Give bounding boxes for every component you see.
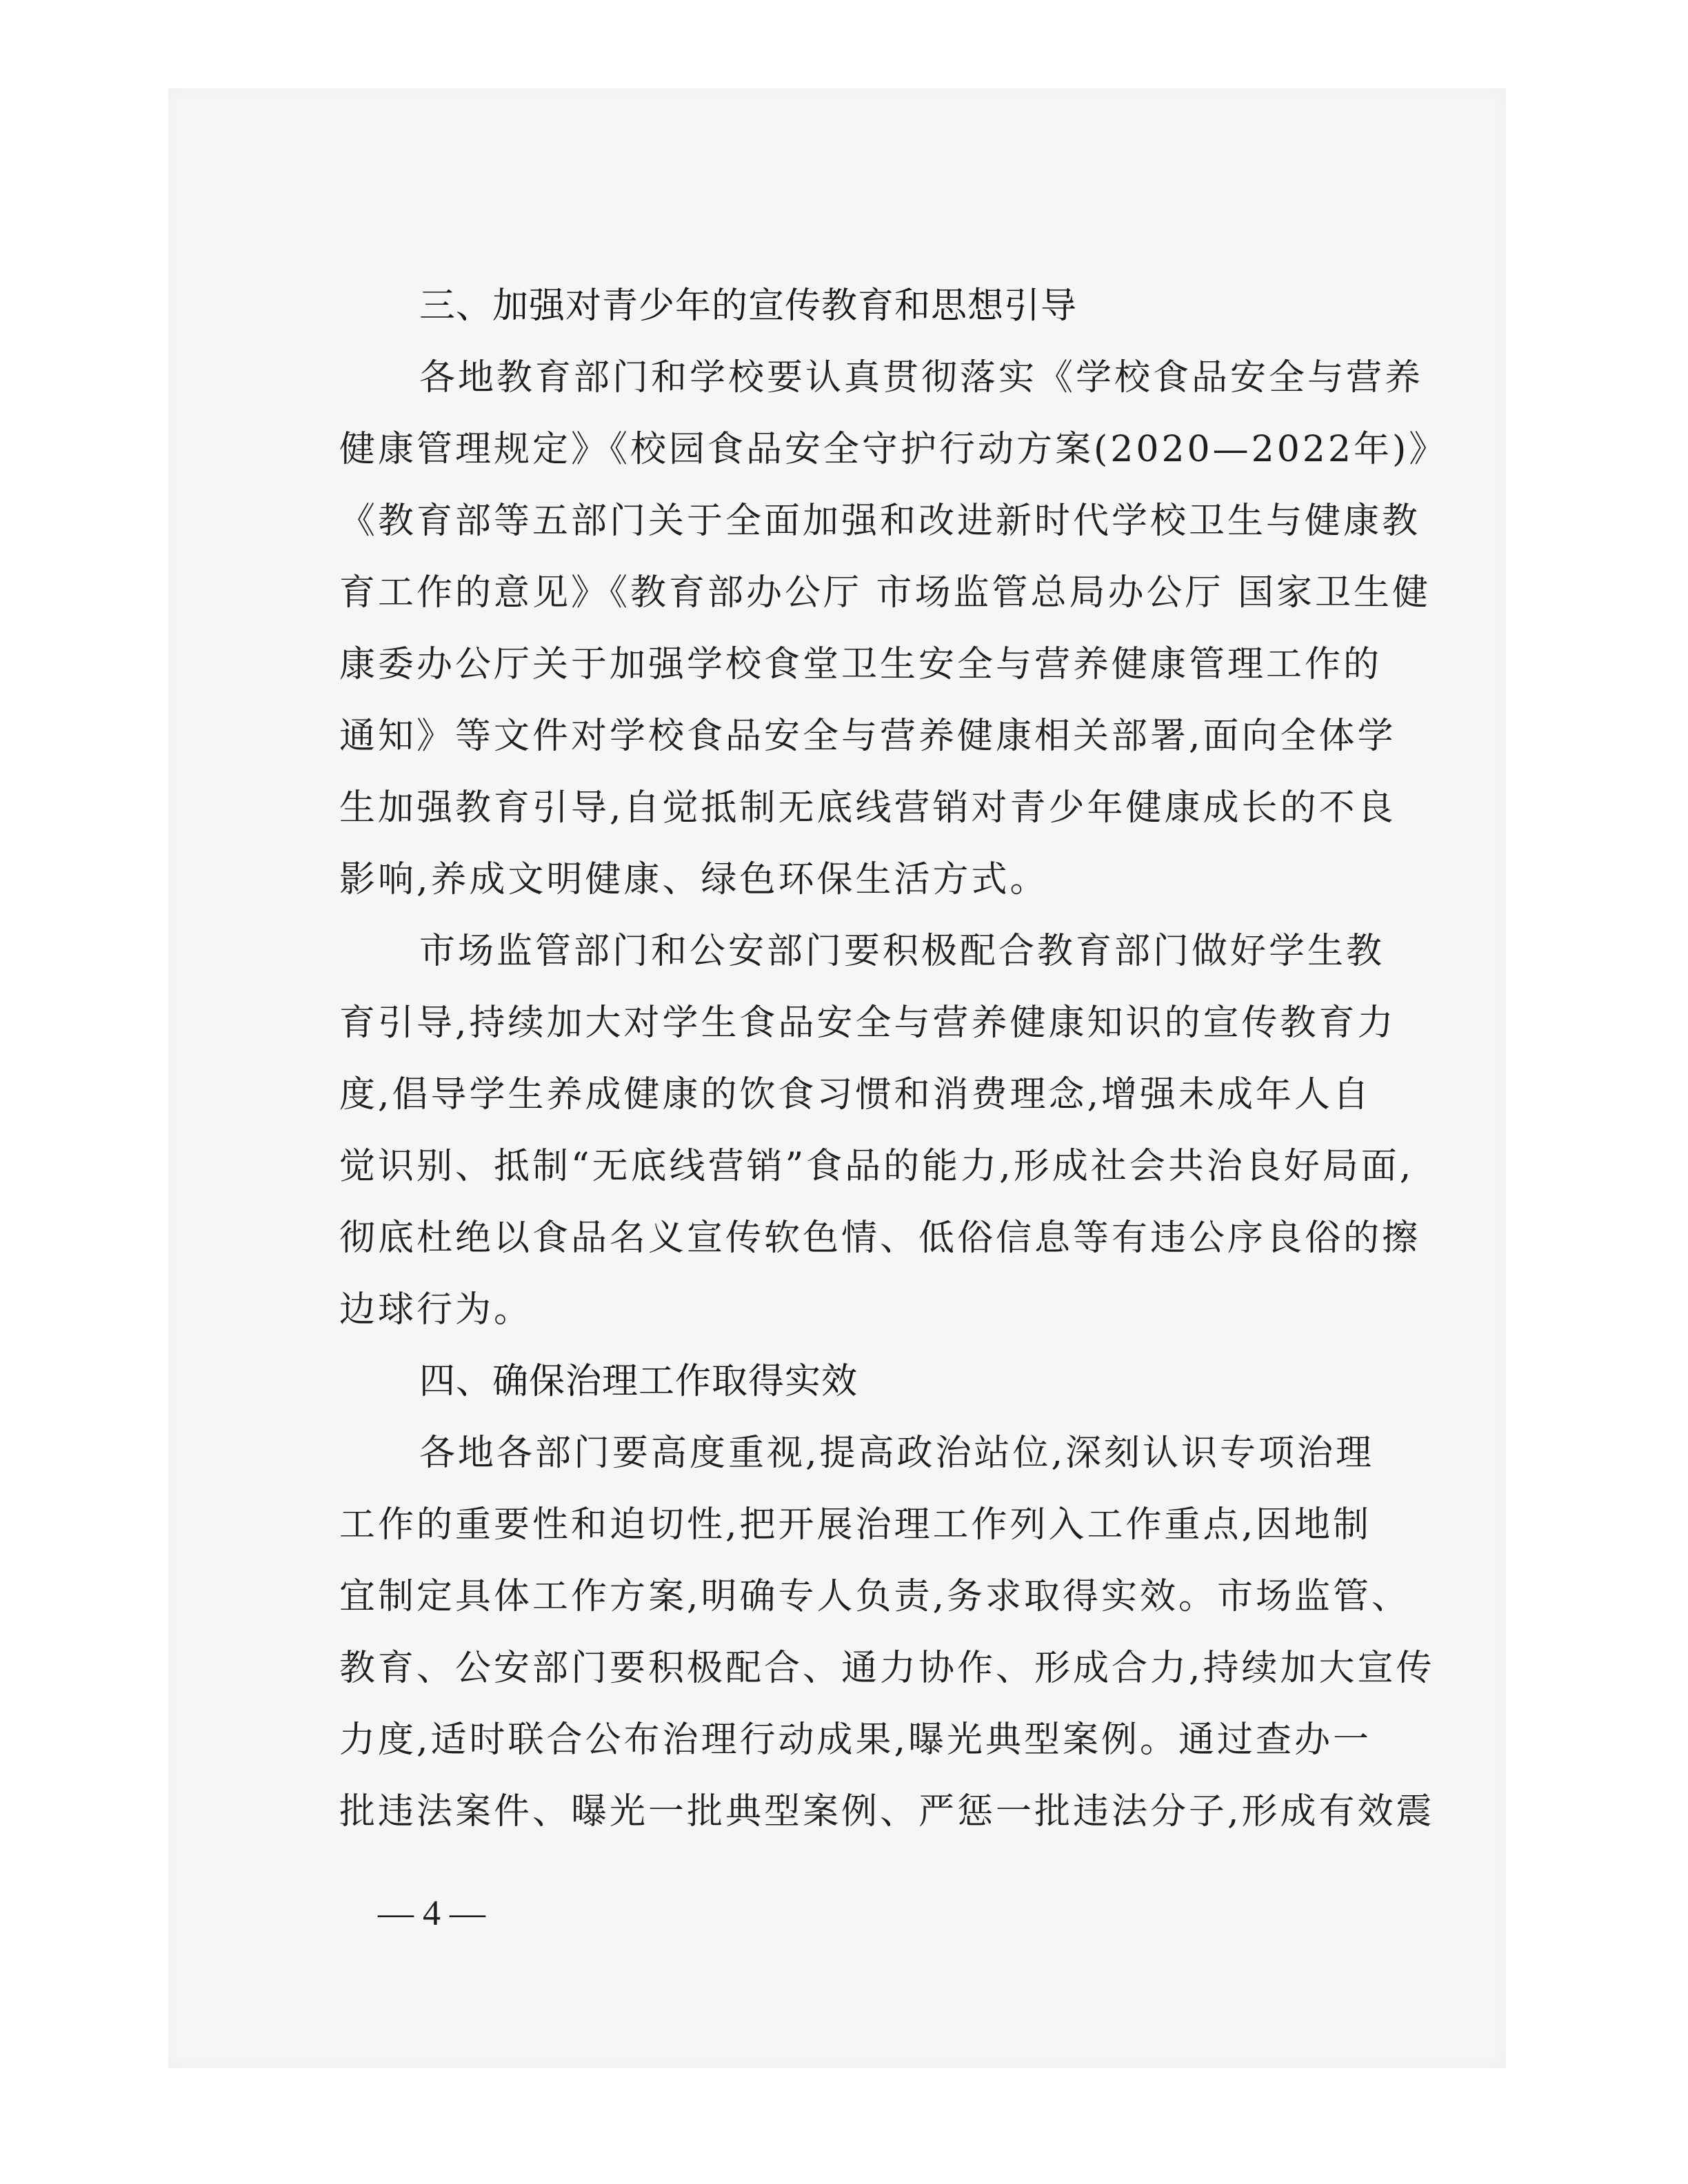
section-4-heading: 四、确保治理工作取得实效 bbox=[419, 1361, 858, 1402]
paragraph-line: 育工作的意见》《教育部办公厅 市场监管总局办公厅 国家卫生健 bbox=[339, 572, 1431, 614]
page-number: — 4 — bbox=[378, 1894, 485, 1933]
paragraph-line: 生加强教育引导,自觉抵制无底线营销对青少年健康成长的不良 bbox=[339, 787, 1396, 829]
paragraph-line: 工作的重要性和迫切性,把开展治理工作列入工作重点,因地制 bbox=[339, 1504, 1372, 1546]
section-3-paragraph-2 bbox=[339, 916, 1436, 1346]
paragraph-line: 教育、公安部门要积极配合、通力协作、形成合力,持续加大宣传 bbox=[339, 1648, 1435, 1689]
paragraph-line: 力度,适时联合公布治理行动成果,曝光典型案例。通过查办一 bbox=[339, 1719, 1372, 1761]
paragraph-line: 宜制定具体工作方案,明确专人负责,务求取得实效。市场监管、 bbox=[339, 1576, 1411, 1617]
paragraph-line: 各地各部门要高度重视,提高政治站位,深刻认识专项治理 bbox=[419, 1433, 1375, 1474]
paragraph-line: 育引导,持续加大对学生食品安全与营养健康知识的宣传教育力 bbox=[339, 1002, 1396, 1044]
paragraph-line: 度,倡导学生养成健康的饮食习惯和消费理念,增强未成年人自 bbox=[339, 1074, 1372, 1115]
paragraph-line: 通知》等文件对学校食品安全与营养健康相关部署,面向全体学 bbox=[339, 716, 1396, 757]
paragraph-line: 影响,养成文明健康、绿色环保生活方式。 bbox=[339, 859, 1049, 900]
paragraph-line: 批违法案件、曝光一批典型案例、严惩一批违法分子,形成有效震 bbox=[339, 1791, 1435, 1832]
section-3-paragraph-1 bbox=[339, 342, 1448, 916]
paragraph-line: 《教育部等五部门关于全面加强和改进新时代学校卫生与健康教 bbox=[339, 501, 1421, 542]
paragraph-line: 觉识别、抵制“无底线营销”食品的能力,形成社会共治良好局面, bbox=[339, 1146, 1414, 1187]
paragraph-line: 各地教育部门和学校要认真贯彻落实《学校食品安全与营养 bbox=[419, 357, 1424, 398]
paragraph-line: 彻底杜绝以食品名义宣传软色情、低俗信息等有违公序良俗的擦 bbox=[339, 1217, 1421, 1259]
paragraph-line: 市场监管部门和公安部门要积极配合教育部门做好学生教 bbox=[419, 931, 1385, 972]
section-3-heading: 三、加强对青少年的宣传教育和思想引导 bbox=[419, 285, 1078, 327]
paragraph-line: 康委办公厅关于加强学校食堂卫生安全与营养健康管理工作的 bbox=[339, 644, 1383, 685]
section-4-paragraph-1 bbox=[339, 1417, 1436, 1848]
paragraph-line: 边球行为。 bbox=[339, 1289, 533, 1331]
paragraph-line: 健康管理规定》《校园食品安全守护行动方案(2020—2022年)》 bbox=[339, 429, 1448, 470]
document-body bbox=[339, 270, 1448, 1848]
